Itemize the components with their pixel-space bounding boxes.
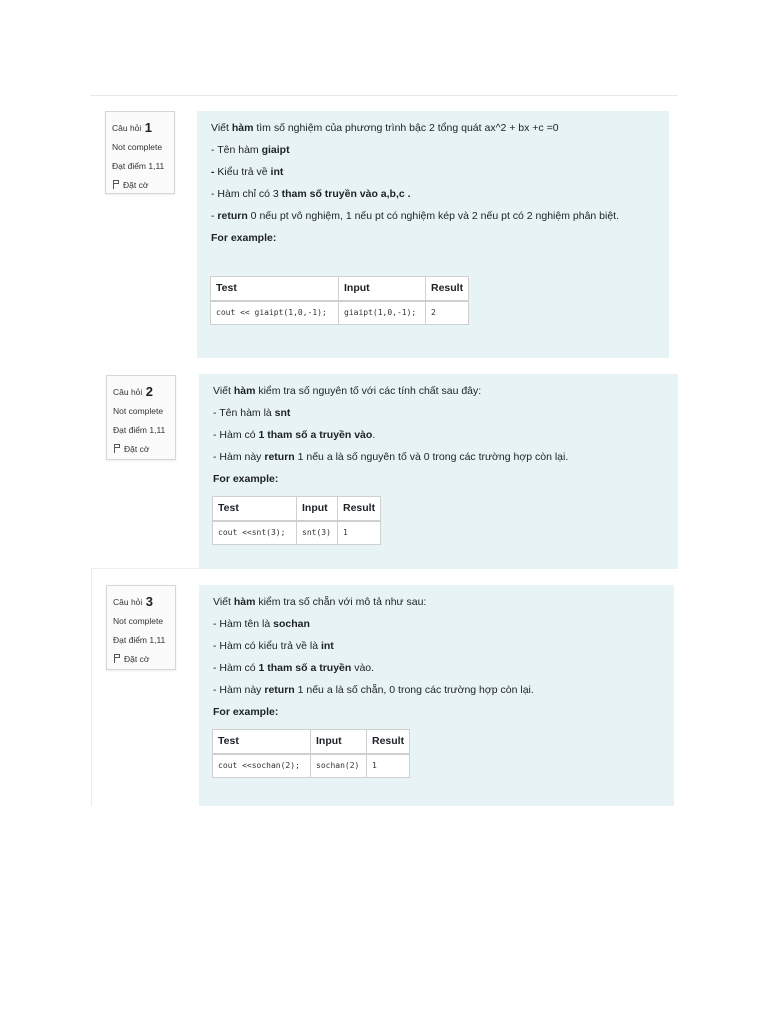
table-cell: cout <<sochan(2); [213,754,311,778]
table-row [213,754,410,778]
question-info-3 [106,585,176,670]
text-run: return [264,451,295,463]
top-divider [90,95,678,96]
question-line [213,639,663,653]
flag-question-button[interactable]: Đặt cờ [112,176,174,195]
text-run: 1 nếu a là số chẵn, 0 trong các trường hợp còn lại. [294,684,534,696]
example-table [212,729,410,778]
question-body [211,121,651,245]
question-points: Đạt điểm 1,11 [112,161,165,171]
text-run: return [217,210,248,222]
question-line [213,428,663,442]
table-header: Input [297,497,338,521]
question-line [211,209,651,223]
example-table [210,276,469,325]
text-run: - Hàm có [213,662,259,674]
flag-question-button[interactable]: Đặt cờ [113,650,175,669]
table-cell: sochan(2) [311,754,367,778]
text-run: tìm số nghiệm của phương trình bậc 2 tổng quát ax^2 + bx +c =0 [253,122,559,134]
text-run: hàm [233,596,256,608]
table-cell: cout <<snt(3); [213,521,297,545]
question-line [213,683,663,697]
question-points: Đạt điểm 1,11 [113,425,166,435]
table-cell: 1 [338,521,381,545]
example-table [212,496,381,545]
table-header: Result [426,277,469,301]
text-run: Viết [213,596,234,608]
text-run: - [211,210,218,222]
text-run: 1 tham số a truyền [258,662,352,674]
question-body [213,384,663,486]
table-header: Result [367,730,410,754]
question-line [211,187,651,201]
text-run: - Hàm tên là [213,618,274,630]
text-run: . [372,429,376,441]
text-run: Kiểu trả về [217,166,271,178]
text-run: - Hàm có kiểu trả về là [213,640,321,652]
table-cell: snt(3) [297,521,338,545]
flag-icon [113,654,121,663]
text-run: - Hàm chỉ có 3 [211,188,282,200]
table-header: Test [211,277,339,301]
text-run: hàm [231,122,254,134]
text-run: Viết [211,122,232,134]
question-line [213,406,663,420]
text-run: - Tên hàm là [213,407,275,419]
text-run: kiểm tra số chẵn với mô tả như sau: [255,596,427,608]
text-run: int [270,166,284,178]
table-header: Input [311,730,367,754]
question-text-3 [199,585,674,806]
flag-icon [113,444,121,453]
text-run: giaipt [261,144,290,156]
question-line [213,595,663,609]
table-cell: 2 [426,301,469,325]
table-header: Result [338,497,381,521]
table-cell: 1 [367,754,410,778]
question-status: Not complete [112,142,163,152]
text-run: kiểm tra số nguyên tố với các tính chất sau đây: [255,385,482,397]
question-line [211,121,651,135]
question-text-2 [199,374,678,569]
question-number: Câu hỏi 2 [113,384,153,399]
text-run: 1 tham số a truyền vào [258,429,373,441]
question-body [213,595,663,719]
table-header: Input [339,277,426,301]
question-number: Câu hỏi 3 [113,594,153,609]
example-label: For example: [213,706,279,718]
question-line [213,617,663,631]
text-run: Viết [213,385,234,397]
text-run: vào. [351,662,375,674]
text-run: snt [274,407,291,419]
text-run: return [264,684,295,696]
question-line [211,143,651,157]
table-row [213,521,381,545]
question-text-1 [197,111,669,358]
question-status: Not complete [113,616,164,626]
text-run: 0 nếu pt vô nghiệm, 1 nếu pt có nghiệm kép và 2 nếu pt có 2 nghiệm phân biệt. [247,210,620,222]
question-left-border [91,568,92,806]
text-run: sochan [273,618,310,630]
text-run: int [320,640,334,652]
question-status: Not complete [113,406,164,416]
question-info-2 [106,375,176,460]
text-run: tham số truyền vào a,b,c . [281,188,411,200]
table-header: Test [213,497,297,521]
table-cell: giaipt(1,0,-1); [339,301,426,325]
example-label: For example: [213,473,279,485]
question-line [211,165,651,179]
table-header: Test [213,730,311,754]
text-run: - Hàm này [213,451,265,463]
text-run: hàm [233,385,256,397]
question-info-1 [105,111,175,194]
example-label: For example: [211,232,277,244]
text-run: - Hàm này [213,684,265,696]
table-row [211,301,469,325]
question-line [213,661,663,675]
question-line [213,450,663,464]
question-points: Đạt điểm 1,11 [113,635,166,645]
text-run: - Tên hàm [211,144,262,156]
text-run: - Hàm có [213,429,259,441]
table-cell: cout << giaipt(1,0,-1); [211,301,339,325]
question-number: Câu hỏi 1 [112,120,152,135]
flag-icon [112,180,120,189]
flag-question-button[interactable]: Đặt cờ [113,440,175,459]
text-run: 1 nếu a là số nguyên tố và 0 trong các trường hợp còn lại. [294,451,569,463]
question-line [213,384,663,398]
text-run: - [211,166,218,178]
